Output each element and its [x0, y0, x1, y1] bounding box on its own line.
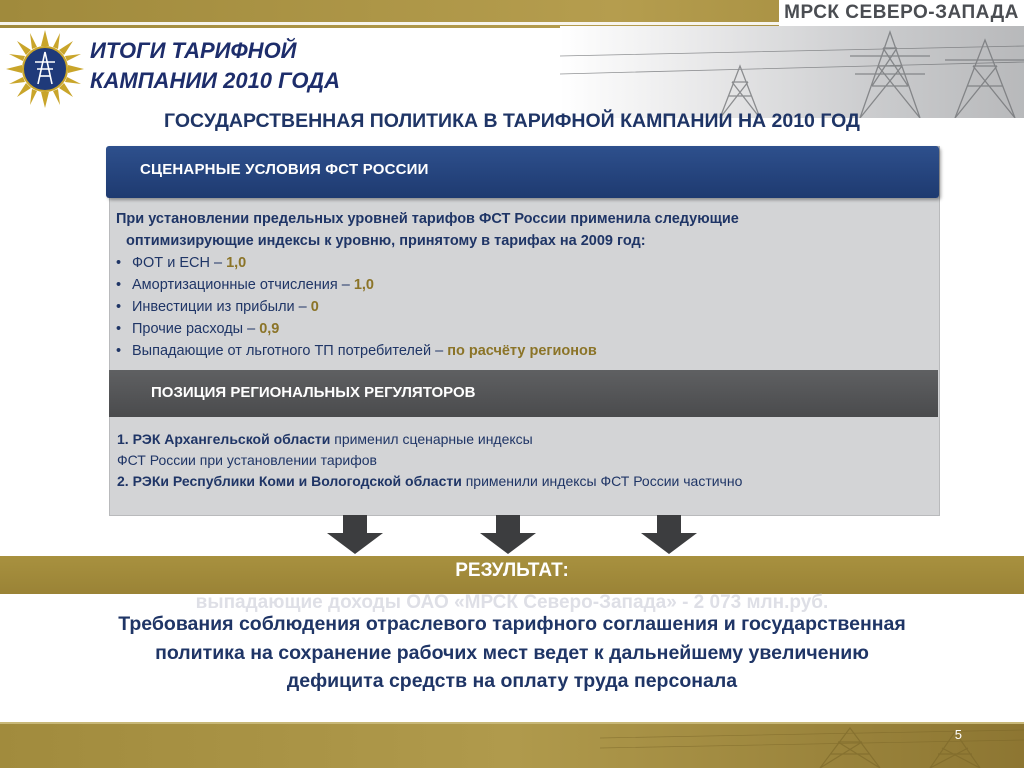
regional-item-1-bold: 1. РЭК Архангельской области: [117, 431, 331, 447]
bullet: •: [116, 321, 122, 337]
page-number: 5: [954, 727, 962, 742]
regional-item-2: [117, 471, 947, 492]
item-value: 0,9: [259, 321, 280, 337]
regional-header-label: ПОЗИЦИЯ РЕГИОНАЛЬНЫХ РЕГУЛЯТОРОВ: [151, 384, 476, 401]
footer-pylons-image: [0, 724, 1024, 768]
item-value: по расчёту регионов: [447, 343, 597, 359]
bullet: •: [116, 299, 122, 315]
item-label: ФОТ и ЕСН –: [132, 255, 227, 271]
brand-box: [779, 0, 1024, 26]
regional-item-1-cont: ФСТ России при установлении тарифов: [117, 452, 377, 468]
item-label: Амортизационные отчисления –: [132, 277, 354, 293]
slide-title-line1: ИТОГИ ТАРИФНОЙ: [90, 38, 297, 63]
down-arrow-icon: [480, 515, 536, 554]
list-item: [116, 274, 597, 296]
down-arrow-icon: [641, 515, 697, 554]
item-value: 0: [310, 299, 319, 315]
fst-header-bar: [106, 146, 939, 198]
fst-intro-line2: оптимизирующие индексы к уровню, принятому в тарифах на 2009 год:: [126, 233, 646, 249]
conclusion-line3: дефицита средств на оплату труда персонала: [286, 670, 738, 692]
conclusion-line2: политика на сохранение рабочих мест ведет к дальнейшему увеличению: [155, 641, 869, 664]
item-label: Выпадающие от льготного ТП потребителей –: [132, 343, 448, 359]
item-value: 1,0: [226, 255, 247, 271]
fst-intro: [116, 208, 926, 252]
footer-bar: [0, 724, 1024, 768]
slide-title-line2: КАМПАНИИ 2010 ГОДА: [90, 68, 340, 93]
conclusion-line1: Требования соблюдения отраслевого тарифного соглашения и государственная: [118, 613, 906, 635]
slide-title: [90, 36, 340, 96]
company-logo: [4, 28, 86, 110]
power-tower-sun-logo: [4, 28, 86, 110]
bullet: •: [116, 343, 122, 359]
result-ghost-text: выпадающие доходы ОАО «МРСК Северо-Запада» - 2 073 млн.руб.: [195, 592, 829, 613]
list-item: [116, 252, 597, 274]
list-item: [116, 318, 597, 340]
regional-item-1-text: применил сценарные индексы: [330, 431, 533, 447]
bullet: •: [116, 255, 122, 271]
regional-item-1: [117, 429, 947, 450]
list-item: [116, 340, 597, 362]
fst-header-label: СЦЕНАРНЫЕ УСЛОВИЯ ФСТ РОССИИ: [140, 161, 429, 178]
bullet: •: [116, 277, 122, 293]
result-label: РЕЗУЛЬТАТ:: [455, 560, 569, 581]
regional-header-bar: [109, 370, 938, 417]
slide-subtitle: ГОСУДАРСТВЕННАЯ ПОЛИТИКА В ТАРИФНОЙ КАМПАНИИ НА 2010 ГОД: [164, 110, 860, 132]
header-photo: [560, 26, 1024, 118]
fst-index-list: [116, 252, 597, 362]
fst-intro-line1: При установлении предельных уровней тарифов ФСТ России применила следующие: [116, 211, 739, 227]
down-arrow-icon: [327, 515, 383, 554]
list-item: [116, 296, 597, 318]
regional-item-2-text: применили индексы ФСТ России частично: [461, 473, 743, 489]
conclusion-text: [10, 610, 1014, 696]
power-pylons-image: [560, 26, 1024, 118]
item-value: 1,0: [353, 277, 374, 293]
item-label: Инвестиции из прибыли –: [132, 299, 311, 315]
item-label: Прочие расходы –: [132, 321, 260, 337]
regional-item-2-bold: 2. РЭКи Республики Коми и Вологодской области: [117, 473, 462, 489]
brand-name: МРСК СЕВЕРО-ЗАПАДА: [784, 2, 1019, 23]
regional-text: [117, 429, 947, 492]
